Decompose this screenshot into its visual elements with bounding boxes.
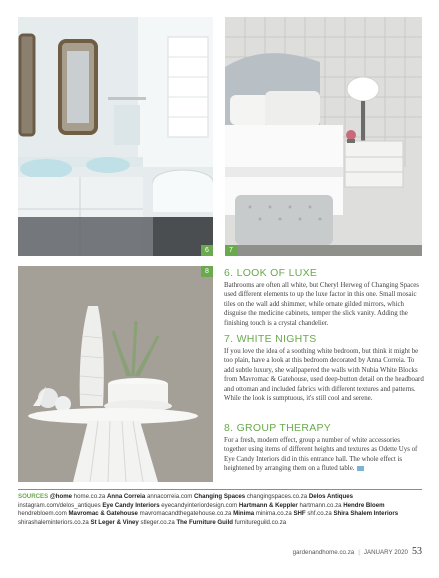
- section-body: If you love the idea of a soothing white bedroom, but think it might be too plain, have a look at this bedroom decorated by Anna Correia. To add subtle luxury, she wallpapered the walls with Nubia White Blocks from Mavromac & Gatehouse, used deep-button detail on the headboard and ottoman and included fabrics with different textures and patterns. While the look is sumptuous, it's still cool and serene.: [224, 348, 424, 403]
- source-name: SHF: [293, 510, 306, 518]
- source-name: Hartmann & Keppler: [238, 501, 298, 509]
- page-footer: [293, 546, 422, 557]
- source-name: @home: [49, 493, 73, 500]
- bathroom-illustration: [18, 17, 213, 256]
- source-site[interactable]: changingspaces.co.za: [246, 493, 308, 500]
- section-body: Bathrooms are often all white, but Cheryl Herweg of Changing Spaces used different elements to up the luxe factor in this one. Small mosaic tiles on the wall add shimmer, while ornate gilded mirrors, which disguise the medicine cabinets, temper the slick vanity. Adding the finishing touch is a crystal chandelier.: [224, 282, 419, 327]
- source-site[interactable]: minima.co.za: [255, 510, 292, 518]
- section-heading: 6. LOOK OF LUXE: [224, 267, 318, 279]
- photo-number-badge: 6: [201, 245, 213, 256]
- photo-bedroom: [225, 17, 422, 256]
- photo-number-badge: 7: [225, 245, 237, 256]
- source-site[interactable]: annacorreia.com: [146, 493, 193, 500]
- vignette-illustration: [18, 266, 213, 482]
- source-name: Anna Correia: [106, 493, 146, 500]
- source-site[interactable]: hartmann.co.za: [299, 501, 342, 509]
- source-site[interactable]: furnitureguild.co.za: [234, 518, 287, 526]
- photo-number-badge: 8: [201, 266, 213, 277]
- source-name: Delos Antiques: [308, 493, 354, 500]
- sources-label: SOURCES: [18, 493, 49, 500]
- source-name: Mavromac & Gatehouse: [68, 510, 138, 518]
- photo-vignette: [18, 266, 213, 482]
- source-site[interactable]: hendrebloem.com: [18, 510, 67, 518]
- source-site[interactable]: shirashaleminteriors.co.za: [18, 518, 89, 526]
- source-site[interactable]: mavromacandthegatehouse.co.za: [139, 510, 232, 518]
- section-look-of-luxe: [224, 267, 424, 328]
- footer-site: gardenandhome.co.za: [292, 549, 355, 556]
- source-name: Hendre Bloem: [343, 501, 385, 509]
- section-body: For a fresh, modern effect, group a number of white accessories together using items of different heights and textures as Odette Uys of Eye Candy Interiors did in this entrance hall. The whole effect is heightened by arranging them on a fluted table.: [224, 437, 418, 473]
- end-of-article-icon: [357, 466, 364, 471]
- source-site[interactable]: instagram.com/delos_antiques: [18, 501, 101, 509]
- source-name: Eye Candy Interiors: [102, 501, 160, 509]
- source-name: Changing Spaces: [194, 493, 246, 500]
- section-heading: 8. GROUP THERAPY: [224, 422, 332, 434]
- page-number: 53: [412, 546, 422, 557]
- source-site[interactable]: shf.co.za: [307, 510, 332, 518]
- source-site[interactable]: eyecandyinteriordesign.com: [161, 501, 238, 509]
- source-name: Minima: [233, 510, 255, 518]
- sources-block: [18, 493, 422, 527]
- source-site[interactable]: stleger.co.za: [140, 518, 175, 526]
- source-name: The Furniture Guild: [176, 518, 233, 526]
- footer-separator: |: [358, 549, 360, 556]
- sources-divider: [18, 489, 422, 490]
- source-name: St Leger & Viney: [90, 518, 139, 526]
- section-white-nights: [224, 333, 424, 403]
- footer-issue: JANUARY 2020: [363, 549, 408, 556]
- source-name: Shira Shalem Interiors: [333, 510, 399, 518]
- photo-bathroom: [18, 17, 213, 256]
- source-site[interactable]: home.co.za: [73, 493, 106, 500]
- section-heading: 7. WHITE NIGHTS: [224, 333, 317, 345]
- bedroom-illustration: [225, 17, 422, 256]
- section-group-therapy: [224, 422, 424, 474]
